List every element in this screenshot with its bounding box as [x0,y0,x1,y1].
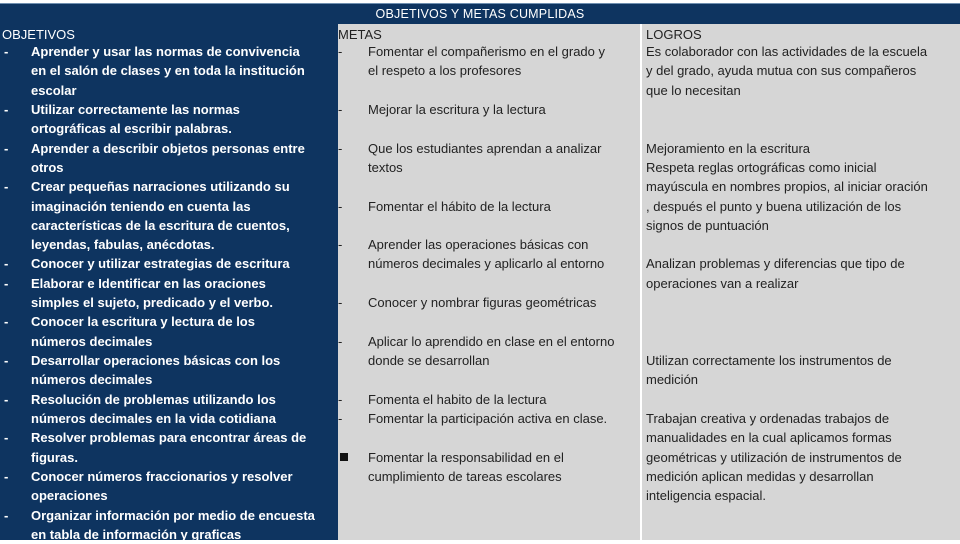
bullet-dash: - [4,276,9,291]
bullet-dash: - [4,141,9,156]
objetivo-line: leyendas, fabulas, anécdotas. [31,237,215,252]
meta-line: Fomentar el compañerismo en el grado y [368,44,606,59]
objetivo-line: ortográficas al escribir palabras. [31,121,232,136]
meta-line: Fomentar la responsabilidad en el [368,450,564,465]
objetivo-line: Resolver problemas para encontrar áreas de [31,430,307,445]
objetivo-line: Conocer y utilizar estrategias de escritura [31,256,290,271]
bullet-dash: - [338,411,343,426]
objetivo-line: Utilizar correctamente las normas [31,102,240,117]
objetivo-line: simples el sujeto, predicado y el verbo. [31,295,274,310]
logro-line: que lo necesitan [646,83,741,98]
logros-column [642,24,960,540]
meta-line: Conocer y nombrar figuras geométricas [368,295,597,310]
logro-line: Mejoramiento en la escritura [646,141,811,156]
objetivo-line: Conocer números fraccionarios y resolver [31,469,293,484]
logro-line: medición [646,372,699,387]
meta-line: Mejorar la escritura y la lectura [368,102,546,117]
objetivo-line: Aprender y usar las normas de convivencia [31,44,300,59]
objetivo-line: operaciones [31,488,108,503]
meta-line: Fomentar el hábito de la lectura [368,199,551,214]
square-bullet-icon [340,453,348,461]
objetivos-header: OBJETIVOS [2,27,75,42]
meta-line: textos [368,160,403,175]
bullet-dash: - [338,295,343,310]
logro-line: medición aplican medidas y desarrollan [646,469,874,484]
objetivo-line: números decimales en la vida cotidiana [31,411,276,426]
bullet-dash: - [338,392,343,407]
objetivo-line: números decimales [31,372,153,387]
objetivo-line: Crear pequeñas narraciones utilizando su [31,179,290,194]
bullet-dash: - [338,141,343,156]
bullet-dash: - [338,102,343,117]
bullet-dash: - [4,469,9,484]
meta-line: Fomentar la participación activa en clase. [368,411,608,426]
bullet-dash: - [338,199,343,214]
meta-line: donde se desarrollan [368,353,490,368]
bullet-dash: - [338,237,343,252]
objetivo-line: Aprender a describir objetos personas entre [31,141,305,156]
bullet-dash: - [4,430,9,445]
objetivo-line: en tabla de información y graficas [31,527,242,542]
bullet-dash: - [4,508,9,523]
logro-line: Trabajan creativa y ordenadas trabajos de [646,411,890,426]
bullet-dash: - [4,353,9,368]
bullet-dash: - [4,256,9,271]
metas-header: METAS [338,27,382,42]
meta-line: el respeto a los profesores [368,63,522,78]
meta-line: Que los estudiantes aprendan a analizar [368,141,602,156]
objetivos-column [0,24,338,540]
objetivo-line: números decimales [31,334,153,349]
objetivo-line: figuras. [31,450,78,465]
logro-line: geométricas y utilización de instrumentos de [646,450,902,465]
bullet-dash: - [4,44,9,59]
logro-line: operaciones van a realizar [646,276,799,291]
logro-line: mayúscula en nombres propios, al iniciar oración [646,179,928,194]
meta-line: cumplimiento de tareas escolares [368,469,562,484]
logro-line: Es colaborador con las actividades de la escuela [646,44,928,59]
logro-line: Analizan problemas y diferencias que tipo de [646,256,905,271]
objetivo-line: características de la escritura de cuentos, [31,218,290,233]
objetivo-line: otros [31,160,64,175]
metas-column [338,24,640,540]
objetivo-line: en el salón de clases y en toda la institución [31,63,305,78]
bullet-dash: - [4,179,9,194]
logro-line: manualidades en la cual aplicamos formas [646,430,892,445]
bullet-dash: - [338,44,343,59]
logro-line: inteligencia espacial. [646,488,766,503]
bullet-dash: - [4,102,9,117]
logros-header: LOGROS [646,27,702,42]
objetivo-line: Conocer la escritura y lectura de los [31,314,255,329]
objetivo-line: imaginación teniendo en cuenta las [31,199,251,214]
objetivo-line: Desarrollar operaciones básicas con los [31,353,281,368]
objetivo-line: Elaborar e Identificar en las oraciones [31,276,266,291]
bullet-dash: - [4,392,9,407]
logro-line: signos de puntuación [646,218,769,233]
objetivo-line: Organizar información por medio de encuesta [31,508,315,523]
meta-line: Aplicar lo aprendido en clase en el entorno [368,334,615,349]
bullet-dash: - [4,314,9,329]
meta-line: números decimales y aplicarlo al entorno [368,256,605,271]
meta-line: Fomenta el habito de la lectura [368,392,547,407]
bullet-dash: - [338,334,343,349]
logro-line: Respeta reglas ortográficas como inicial [646,160,877,175]
logro-line: y del grado, ayuda mutua con sus compañeros [646,63,917,78]
meta-line: Aprender las operaciones básicas con [368,237,589,252]
objetivo-line: escolar [31,83,77,98]
logro-line: Utilizan correctamente los instrumentos de [646,353,892,368]
objetivo-line: Resolución de problemas utilizando los [31,392,276,407]
page-title: OBJETIVOS Y METAS CUMPLIDAS [0,3,960,24]
logro-line: , después el punto y buena utilización de los [646,199,902,214]
